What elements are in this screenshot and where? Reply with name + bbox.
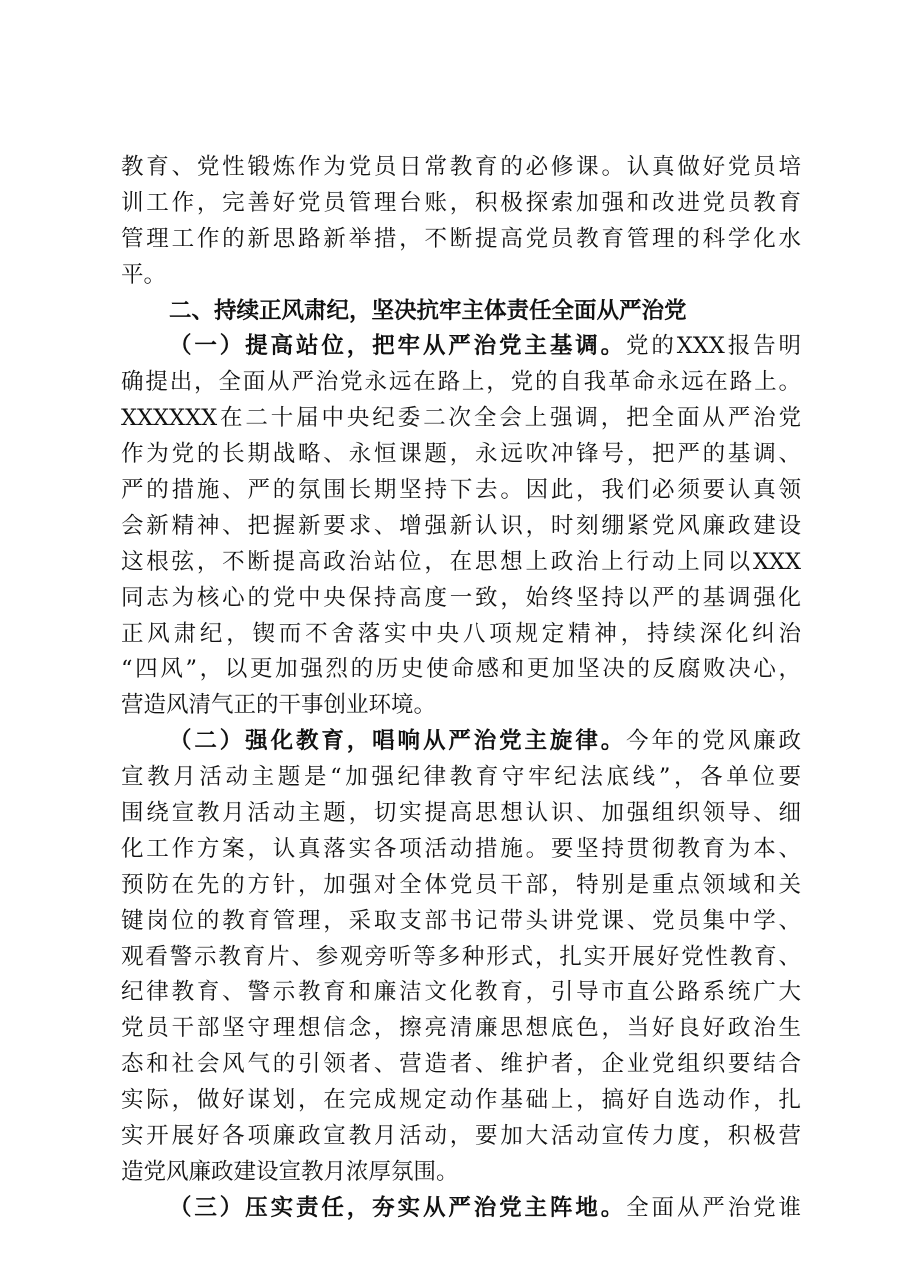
body-line: 教育、党性锻炼作为党员日常教育的必修课。认真做好党员培 bbox=[121, 154, 801, 180]
body-line: 造党风廉政建设宣教月浓厚氛围。 bbox=[121, 1158, 459, 1185]
body-line: 管理工作的新思路新举措，不断提高党员教育管理的科学化水 bbox=[121, 225, 801, 252]
body-line: “四风”，以更加强烈的历史使命感和更加坚决的反腐败决心， bbox=[121, 656, 801, 683]
body-line: 实际，做好谋划，在完成规定动作基础上，搞好自选动作，扎 bbox=[121, 1087, 801, 1114]
body-line: 宣教月活动主题是“加强纪律教育守牢纪法底线”，各单位要 bbox=[121, 764, 801, 791]
body-line: 确提出，全面从严治党永远在路上，党的自我革命永远在路上。 bbox=[121, 369, 801, 396]
body-line: 训工作，完善好党员管理台账，积极探索加强和改进党员教育 bbox=[121, 189, 801, 216]
body-line: 化工作方案，认真落实各项活动措施。要坚持贯彻教育为本、 bbox=[121, 835, 801, 862]
body-line: 平。 bbox=[121, 261, 167, 288]
body-line: 预防在先的方针，加强对全体党员干部，特别是重点领域和关 bbox=[121, 871, 801, 898]
body-text: 全面从严治党谁 bbox=[626, 1194, 801, 1221]
section-heading: 二、持续正风肃纪，坚决抗牢主体责任全面从严治党 bbox=[169, 297, 687, 324]
subsection-line bbox=[121, 329, 801, 365]
body-line: 围绕宣教月活动主题，切实提高思想认识、加强组织领导、细 bbox=[121, 800, 801, 827]
subsection-title: （三）压实责任，夯实从严治党主阵地。 bbox=[169, 1194, 627, 1221]
body-line: 会新精神、把握新要求、增强新认识，时刻绷紧党风廉政建设 bbox=[121, 512, 801, 539]
body-line: 态和社会风气的引领者、营造者、维护者，企业党组织要结合 bbox=[121, 1051, 801, 1078]
body-line: 严的措施、严的氛围长期坚持下去。因此，我们必须要认真领 bbox=[121, 477, 801, 504]
body-text: 党的XXX报告明 bbox=[625, 333, 801, 360]
body-line: 营造风清气正的干事创业环境。 bbox=[121, 692, 437, 719]
body-line: 同志为核心的党中央保持高度一致，始终坚持以严的基调强化 bbox=[121, 584, 801, 611]
body-line: 这根弦，不断提高政治站位，在思想上政治上行动上同以XXX bbox=[121, 548, 801, 575]
body-line: 观看警示教育片、参观旁听等多种形式，扎实开展好党性教育、 bbox=[121, 943, 801, 970]
body-line: 键岗位的教育管理，采取支部书记带头讲党课、党员集中学、 bbox=[121, 907, 801, 934]
body-line: 实开展好各项廉政宣教月活动，要加大活动宣传力度，积极营 bbox=[121, 1123, 801, 1150]
body-line: 作为党的长期战略、永恒课题，永远吹冲锋号，把严的基调、 bbox=[121, 441, 801, 468]
subsection-line bbox=[121, 1191, 801, 1227]
body-line: XXXXXX在二十届中央纪委二次全会上强调，把全面从严治党 bbox=[121, 405, 801, 432]
document-body bbox=[121, 150, 801, 1227]
body-line: 纪律教育、警示教育和廉洁文化教育，引导市直公路系统广大 bbox=[121, 979, 801, 1006]
body-text: 今年的党风廉政 bbox=[626, 728, 801, 755]
body-line: 正风肃纪，锲而不舍落实中央八项规定精神，持续深化纠治 bbox=[121, 620, 801, 647]
subsection-line bbox=[121, 724, 801, 760]
body-line: 党员干部坚守理想信念，擦亮清廉思想底色，当好良好政治生 bbox=[121, 1015, 801, 1042]
subsection-title: （二）强化教育，唱响从严治党主旋律。 bbox=[169, 728, 627, 755]
subsection-title: （一）提高站位，把牢从严治党主基调。 bbox=[169, 333, 626, 360]
